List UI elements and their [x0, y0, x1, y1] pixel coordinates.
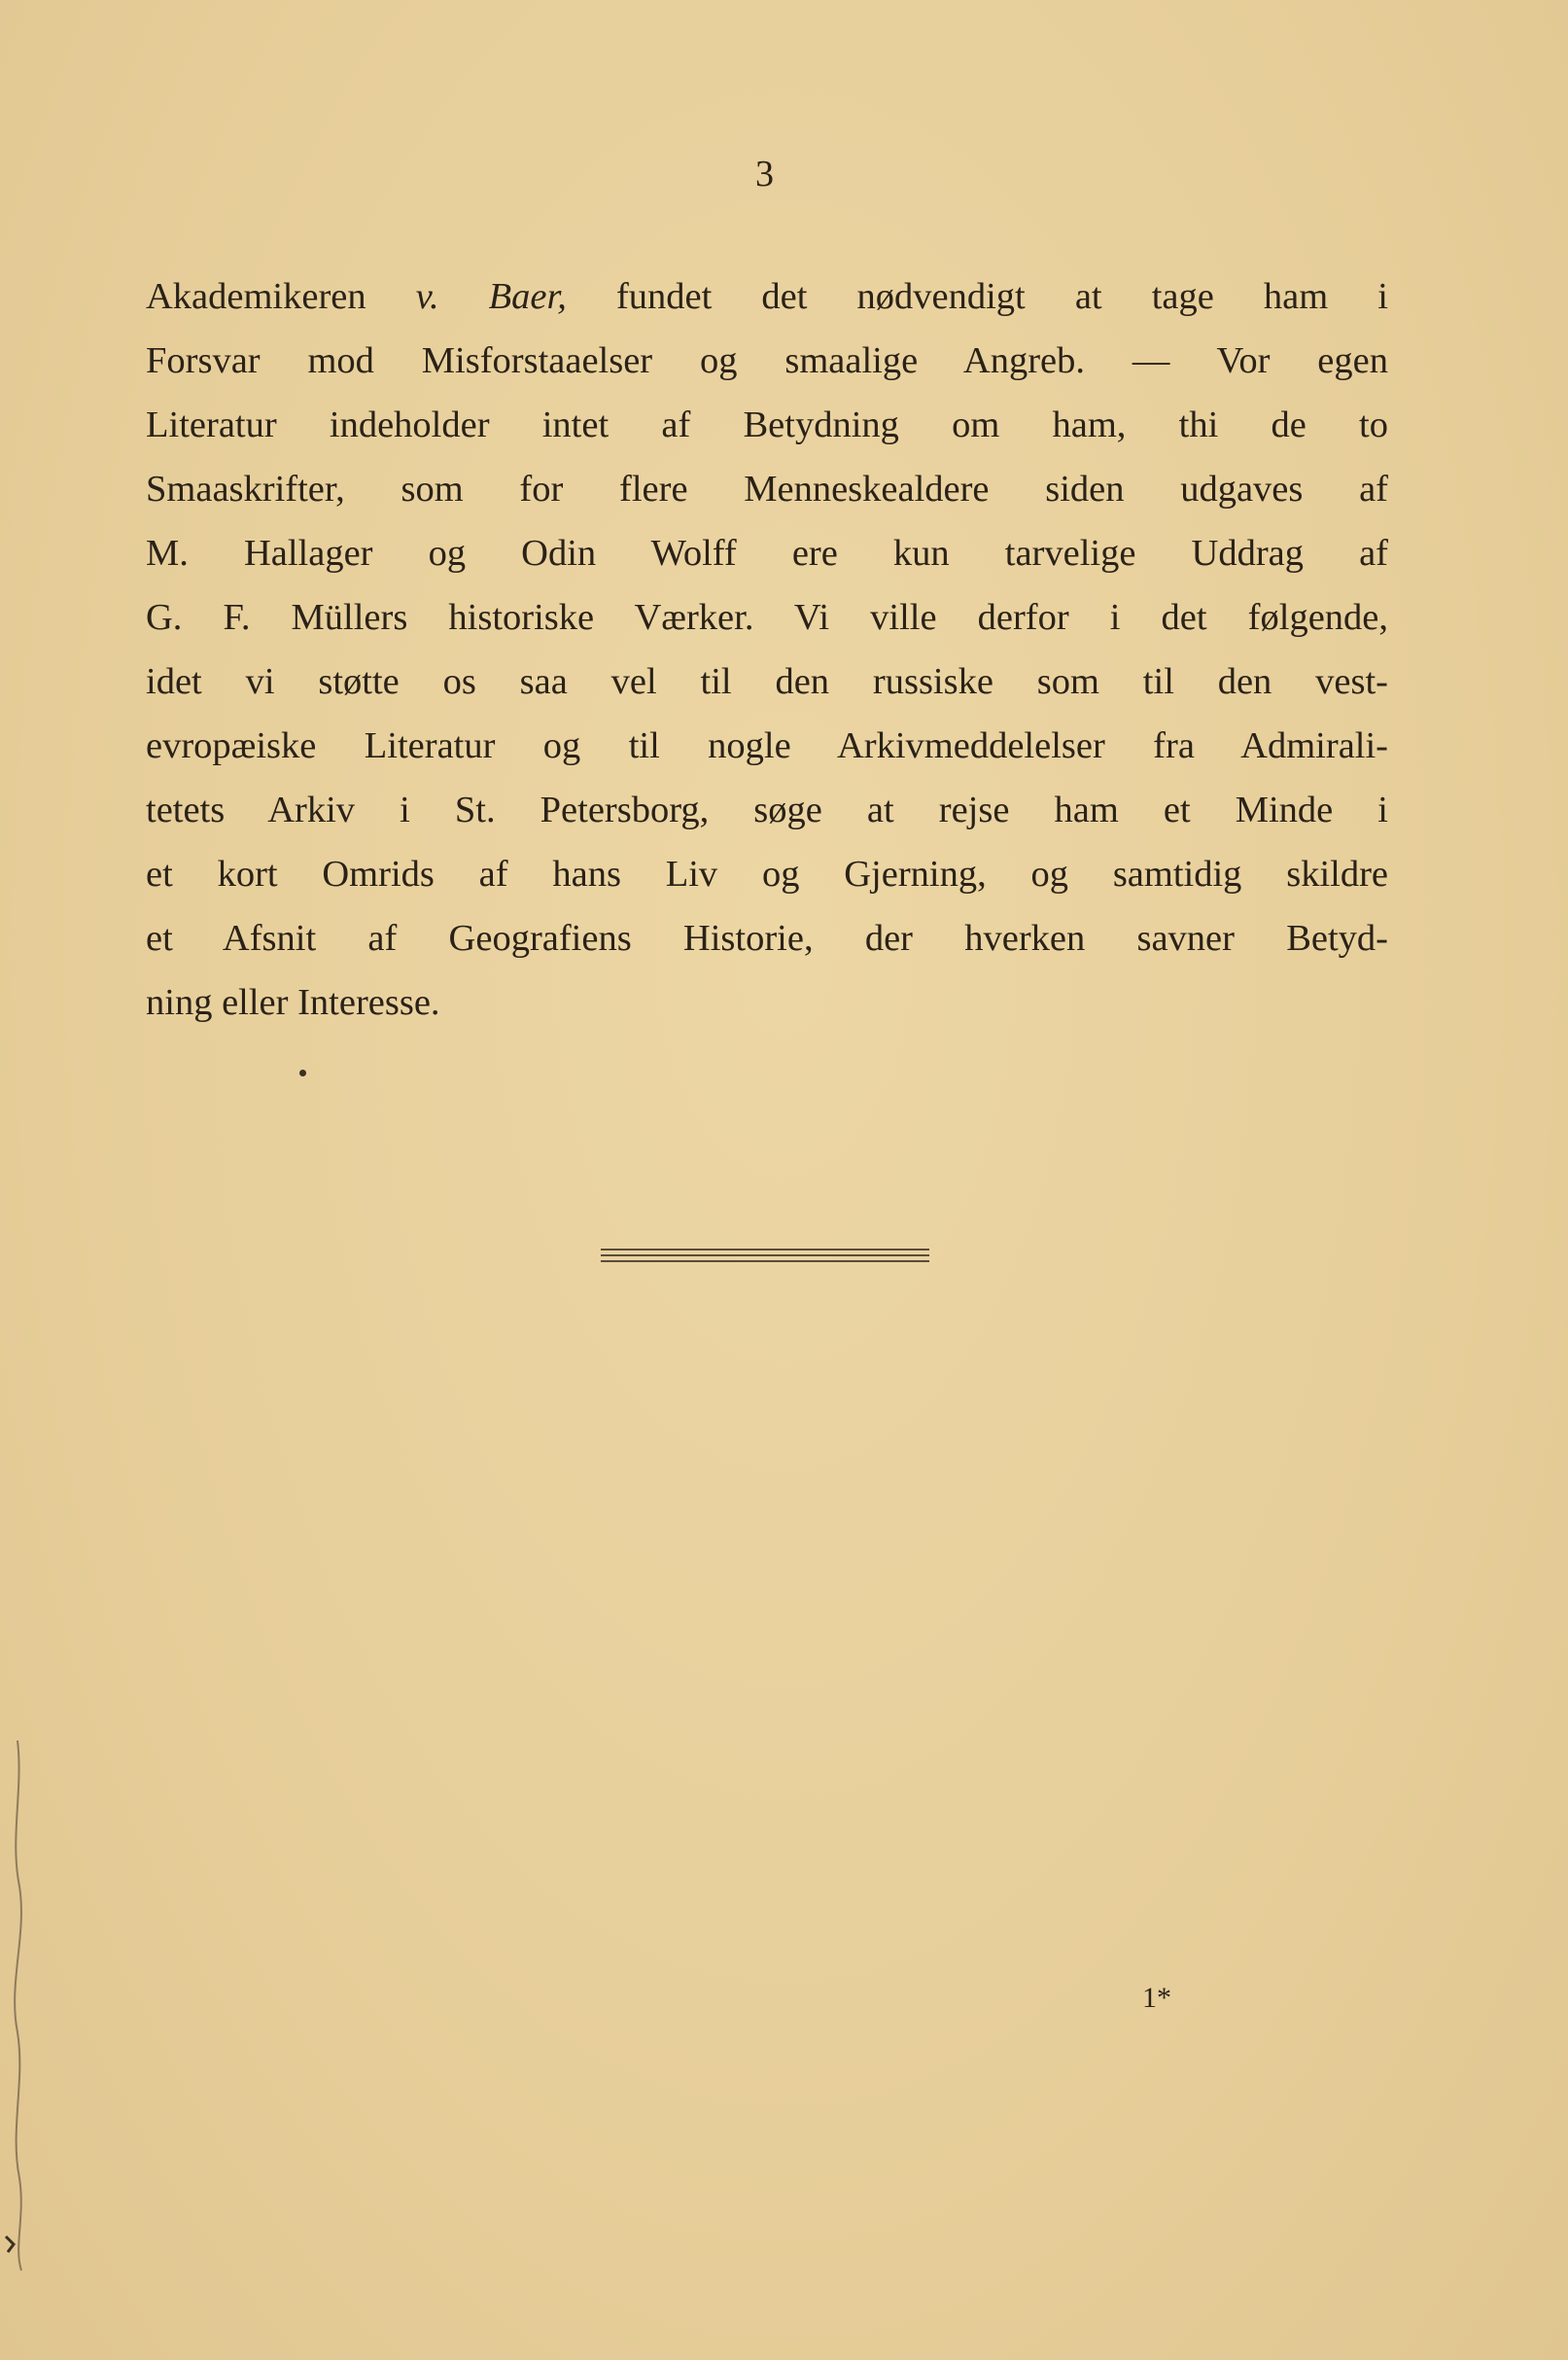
section-divider [601, 1249, 929, 1266]
text-line: ning eller Interesse. [146, 982, 440, 1023]
ink-dot [299, 1070, 306, 1076]
divider-line [601, 1260, 929, 1262]
text-line: G. F. Müllers historiske Værker. Vi ville derfor i det følgende, [146, 597, 1388, 638]
text-line: et kort Omrids af hans Liv og Gjerning, og samtidig skildre [146, 854, 1388, 895]
text-line: Literatur indeholder intet af Betydning om ham, thi de to [146, 405, 1388, 445]
page-edge-marks [0, 1731, 68, 2275]
text-line: idet vi støtte os saa vel til den russiske som til den vest- [146, 661, 1388, 702]
printer-signature: 1* [1142, 1982, 1171, 2014]
text-line: tetets Arkiv i St. Petersborg, søge at rejse ham et Minde i [146, 790, 1388, 830]
italic-name: v. Baer, [415, 276, 567, 317]
text-line: M. Hallager og Odin Wolff ere kun tarvelige Uddrag af [146, 533, 1388, 574]
divider-line [601, 1249, 929, 1250]
text-line: Smaaskrifter, som for flere Menneskealdere siden udgaves af [146, 469, 1388, 510]
body-paragraph [146, 264, 1388, 1035]
divider-line [601, 1254, 929, 1256]
text-line: et Afsnit af Geografiens Historie, der hverken savner Betyd- [146, 918, 1388, 959]
page-number: 3 [755, 154, 774, 194]
text-line: Forsvar mod Misforstaaelser og smaalige Angreb. — Vor egen [146, 340, 1388, 381]
text-line: evropæiske Literatur og til nogle Arkivmeddelelser fra Admirali- [146, 725, 1388, 766]
text-line: Akademikeren v. Baer, fundet det nødvendigt at tage ham i [146, 276, 1388, 317]
